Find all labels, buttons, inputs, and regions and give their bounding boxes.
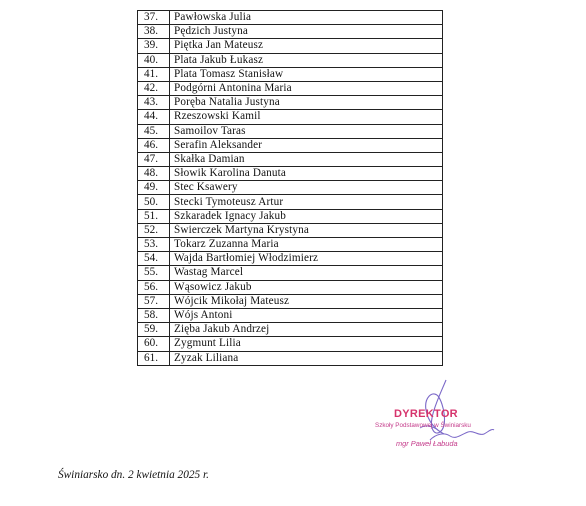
student-name: Pawłowska Julia [170, 11, 443, 25]
table-row [138, 81, 443, 95]
row-number: 49. [138, 181, 170, 195]
student-name: Wójcik Mikołaj Mateusz [170, 294, 443, 308]
row-number: 50. [138, 195, 170, 209]
table-row [138, 25, 443, 39]
table-row [138, 266, 443, 280]
table-row [138, 280, 443, 294]
table-row [138, 39, 443, 53]
student-name: Zyzak Liliana [170, 351, 443, 365]
row-number: 48. [138, 167, 170, 181]
student-name: Plata Jakub Łukasz [170, 53, 443, 67]
student-name: Stecki Tymoteusz Artur [170, 195, 443, 209]
row-number: 56. [138, 280, 170, 294]
row-number: 51. [138, 209, 170, 223]
director-stamp [360, 378, 520, 468]
row-number: 52. [138, 223, 170, 237]
table-row [138, 167, 443, 181]
student-name: Rzeszowski Kamil [170, 110, 443, 124]
student-name: Zięba Jakub Andrzej [170, 323, 443, 337]
student-name: Słowik Karolina Danuta [170, 167, 443, 181]
student-name: Pędzich Justyna [170, 25, 443, 39]
table-row [138, 209, 443, 223]
table-row [138, 308, 443, 322]
row-number: 60. [138, 337, 170, 351]
stamp-title: DYREKTOR [394, 408, 458, 420]
student-list-table [137, 10, 443, 366]
table-row [138, 252, 443, 266]
row-number: 61. [138, 351, 170, 365]
row-number: 47. [138, 152, 170, 166]
student-name: Stec Ksawery [170, 181, 443, 195]
row-number: 55. [138, 266, 170, 280]
stamp-school-name: Szkoły Podstawowej w Świniarsku [375, 422, 471, 429]
student-name: Skałka Damian [170, 152, 443, 166]
row-number: 45. [138, 124, 170, 138]
table-row [138, 67, 443, 81]
row-number: 42. [138, 81, 170, 95]
table-row [138, 223, 443, 237]
table-row [138, 351, 443, 365]
table-row [138, 323, 443, 337]
row-number: 59. [138, 323, 170, 337]
table-row [138, 53, 443, 67]
table-row [138, 195, 443, 209]
table-row [138, 238, 443, 252]
place-and-date: Świniarsko dn. 2 kwietnia 2025 r. [58, 469, 209, 481]
table-row [138, 124, 443, 138]
student-name: Świerczek Martyna Krystyna [170, 223, 443, 237]
table-row [138, 337, 443, 351]
student-name: Podgórni Antonina Maria [170, 81, 443, 95]
student-name: Plata Tomasz Stanisław [170, 67, 443, 81]
stamp-person-name: mgr Paweł Łabuda [396, 439, 458, 448]
row-number: 40. [138, 53, 170, 67]
row-number: 43. [138, 96, 170, 110]
row-number: 57. [138, 294, 170, 308]
student-name: Wójs Antoni [170, 308, 443, 322]
student-list-body [138, 11, 443, 366]
student-name: Wąsowicz Jakub [170, 280, 443, 294]
table-row [138, 96, 443, 110]
table-row [138, 181, 443, 195]
row-number: 38. [138, 25, 170, 39]
student-name: Szkaradek Ignacy Jakub [170, 209, 443, 223]
student-name: Serafin Aleksander [170, 138, 443, 152]
table-row [138, 152, 443, 166]
row-number: 46. [138, 138, 170, 152]
row-number: 54. [138, 252, 170, 266]
table-row [138, 110, 443, 124]
table-row [138, 294, 443, 308]
student-name: Wajda Bartłomiej Włodzimierz [170, 252, 443, 266]
student-name: Piętka Jan Mateusz [170, 39, 443, 53]
student-name: Samoilov Taras [170, 124, 443, 138]
row-number: 53. [138, 238, 170, 252]
table-row [138, 11, 443, 25]
row-number: 58. [138, 308, 170, 322]
row-number: 37. [138, 11, 170, 25]
student-name: Poręba Natalia Justyna [170, 96, 443, 110]
student-name: Wastag Marcel [170, 266, 443, 280]
row-number: 41. [138, 67, 170, 81]
row-number: 44. [138, 110, 170, 124]
student-name: Zygmunt Lilia [170, 337, 443, 351]
row-number: 39. [138, 39, 170, 53]
table-row [138, 138, 443, 152]
student-name: Tokarz Zuzanna Maria [170, 238, 443, 252]
